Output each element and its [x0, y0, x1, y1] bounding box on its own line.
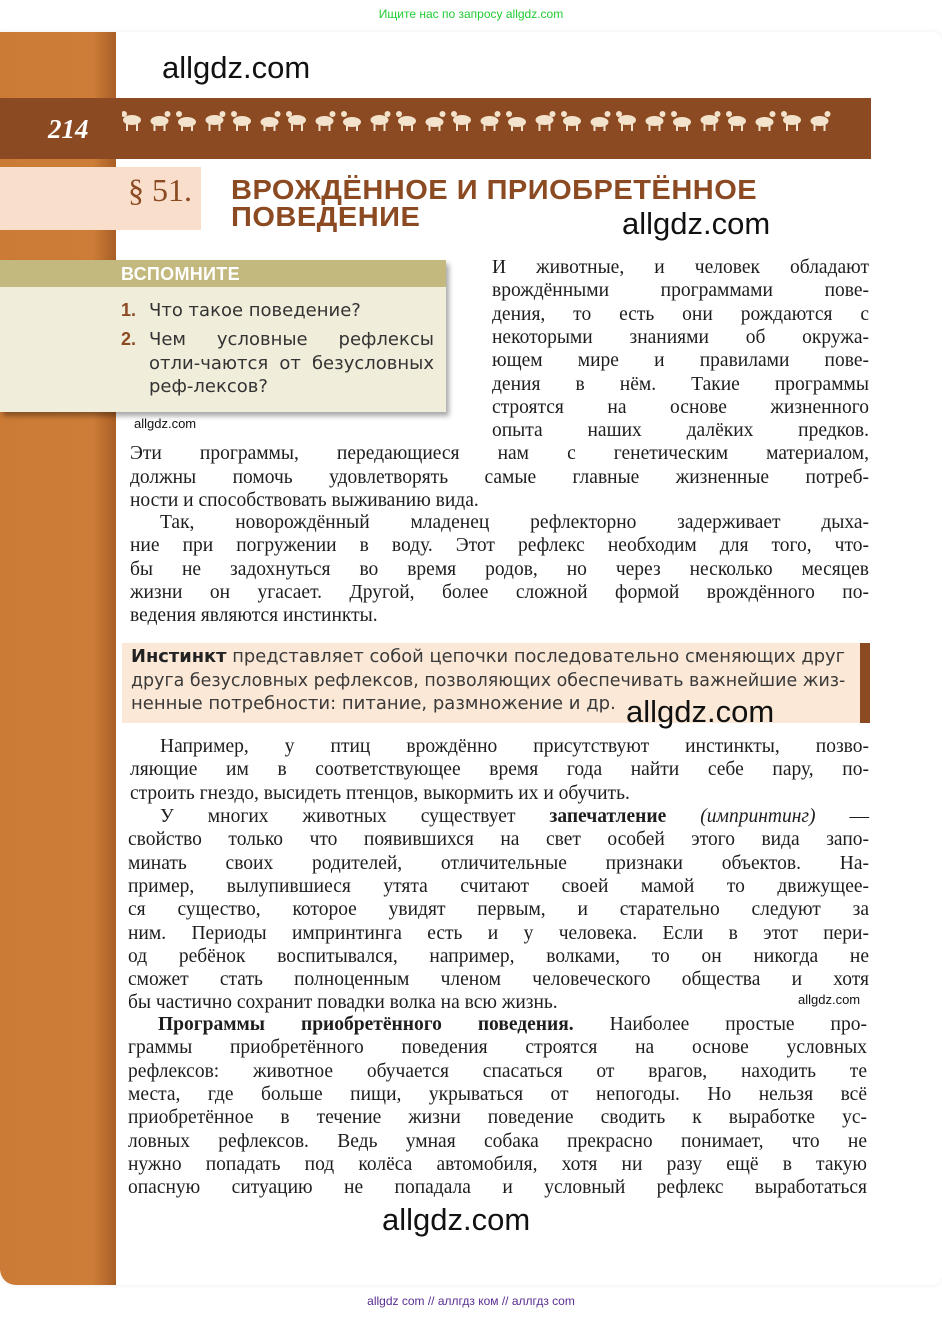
animal-silhouette-icon	[151, 111, 171, 131]
animal-silhouette-icon	[701, 111, 721, 131]
text: Наиболее простые про-	[573, 1014, 867, 1035]
text-line: должны помочь удовлетворять самые главные жизненные потреб-	[130, 466, 869, 488]
text-line: дения в нём. Такие программы	[492, 373, 869, 395]
text-line: места, где больше пищи, укрываться от непогоды. Но нельзя всё	[128, 1083, 867, 1105]
definition-line: друга безусловных рефлексов, позволяющих обеспечивать важнейшие жиз-	[131, 670, 846, 691]
watermark: allgdz.com	[162, 50, 311, 85]
watermark: allgdz.com	[626, 694, 775, 729]
text-line: нужно попадать под колёса автомобиля, хотя ни разу ещё в такую	[128, 1153, 867, 1175]
animal-silhouette-icon	[451, 111, 471, 131]
text-line: бы частично сохранит повадки волка на всю жизнь.	[128, 992, 558, 1014]
text-line: Например, у птиц врождённо присутствуют инстинкты, позво-	[160, 736, 869, 757]
text-line: ведения являются инстинкты.	[130, 605, 378, 627]
text: У многих животных существует	[160, 806, 550, 827]
watermark: allgdz.com	[798, 992, 861, 1007]
text-line: дения, то есть они рождаются с	[492, 303, 869, 325]
animal-silhouette-icon	[206, 111, 226, 131]
text-line: минать своих родителей, отличительные признаки объектов. На-	[128, 852, 869, 874]
text-line: пример, вылупившиеся утята считают своей мамой то движущее-	[128, 875, 869, 897]
reminder-question	[121, 299, 434, 323]
text-line: ющем мире и правилами пове-	[492, 350, 869, 372]
animal-silhouette-icon	[396, 111, 416, 131]
text-line: граммы приобретённого поведения строятся на основе условных	[128, 1037, 867, 1059]
bottom-note: allgdz com // аллгдз ком // аллгдз com	[367, 1294, 575, 1308]
text-line: рефлексов: животное обучается спасаться от врагов, находить те	[128, 1060, 867, 1082]
animal-silhouette-icon	[176, 111, 196, 131]
bold-term: запечатление	[549, 806, 667, 827]
italic-term: (импринтинг)	[666, 806, 816, 827]
text-line: некоторыми знаниями об окружа-	[492, 326, 869, 348]
watermark: allgdz.com	[134, 416, 197, 431]
text-line: ляющие им в соответствующее время года найти себе пару, по-	[130, 759, 869, 781]
animal-silhouette-icon	[286, 111, 306, 131]
text-line: од ребёнок воспитывался, например, волками, то он никогда не	[128, 945, 869, 967]
watermark: allgdz.com	[382, 1202, 531, 1237]
bold-heading: Программы приобретённого поведения.	[158, 1014, 574, 1035]
text-line: строятся на основе жизненного	[492, 396, 869, 418]
animal-silhouette-icon	[561, 111, 581, 131]
animal-silhouette-icon	[781, 111, 801, 131]
animal-silhouette-icon	[371, 111, 391, 131]
text-line: ние при погружении в воду. Этот рефлекс необходим для того, что-	[130, 535, 869, 557]
animal-silhouette-icon	[316, 111, 336, 131]
animal-silhouette-icon	[811, 111, 831, 131]
animal-silhouette-icon	[122, 111, 141, 131]
text-line: свойство только что появившихся на свет особей этого вида запо-	[128, 829, 869, 851]
animal-silhouette-icon	[726, 111, 746, 131]
text-line: ности и способствовать выживанию вида.	[130, 490, 479, 511]
defined-term: Инстинкт	[131, 646, 227, 667]
question-number: 1.	[121, 300, 137, 320]
reminder-question	[121, 328, 434, 397]
animal-silhouette-icon	[671, 111, 691, 131]
text: —	[815, 806, 869, 827]
section-number: § 51.	[128, 172, 192, 208]
question-text: Что такое поведение?	[149, 300, 361, 321]
text-line: Эти программы, передающиеся нам с генетическим материалом,	[130, 443, 869, 465]
definition-line: ненные потребности: питание, размножение и др.	[131, 693, 616, 714]
text-line: строить гнездо, высидеть птенцов, выкормить их и обучить.	[130, 782, 630, 804]
reminder-box	[0, 260, 446, 412]
question-text: Чем условные рефлексы отли-чаются от безусловных реф-лексов?	[149, 329, 434, 397]
section-title-line2: ПОВЕДЕНИЕ	[231, 202, 421, 233]
reminder-title: ВСПОМНИТЕ	[121, 264, 240, 284]
text-line: жизни он угасает. Другой, более сложной формой врождённого по-	[130, 581, 869, 603]
top-promo-note: Ищите нас по запросу allgdz.com	[378, 7, 564, 21]
animal-silhouette-icon	[756, 111, 776, 131]
question-number: 2.	[121, 329, 137, 349]
text-line: Так, новорождённый младенец рефлекторно задерживает дыха-	[160, 512, 869, 533]
accent-bar	[860, 643, 870, 723]
animal-silhouette-icon	[591, 111, 611, 131]
animal-silhouette-icon	[426, 111, 446, 131]
section-title-line1: ВРОЖДЁННОЕ И ПРИОБРЕТЁННОЕ	[231, 175, 758, 206]
text-line	[158, 1013, 867, 1037]
text-line: бы не задохнуться во время родов, но через несколько месяцев	[130, 558, 869, 580]
animal-silhouette-icon	[536, 111, 556, 131]
animal-silhouette-icon	[506, 111, 526, 131]
text-line: опыта наших далёких предков.	[492, 420, 869, 442]
animal-silhouette-icon	[616, 111, 636, 131]
text-line: приобретённое в течение жизни поведение сводить к выработке ус-	[128, 1107, 867, 1129]
animal-silhouette-icon	[261, 111, 281, 131]
animal-silhouettes-icon	[122, 106, 842, 136]
definition-line	[131, 646, 845, 669]
definition-text: представляет собой цепочки последовательно сменяющих друг	[226, 646, 845, 667]
text-line: ся существо, которое увидят первым, и старательно следуют за	[128, 899, 869, 921]
animal-silhouette-icon	[231, 111, 251, 131]
text-line: врождёнными программами пове-	[492, 280, 869, 302]
page-number: 214	[48, 114, 89, 144]
animal-silhouette-icon	[481, 111, 501, 131]
text-line: сможет стать полноценным членом человеческого общества и хотя	[128, 969, 869, 991]
text-line: опасную ситуацию не попадала и условный рефлекс выработаться	[128, 1177, 867, 1199]
text-line: ловных рефлексов. Ведь умная собака прекрасно понимает, что не	[128, 1130, 867, 1152]
text-line	[160, 805, 869, 829]
text-line: И животные, и человек обладают	[492, 257, 869, 278]
animal-silhouette-icon	[646, 111, 666, 131]
text-line: ним. Периоды импринтинга есть и у человека. Если в этот пери-	[128, 922, 869, 944]
watermark: allgdz.com	[622, 206, 771, 241]
animal-silhouette-icon	[341, 111, 361, 131]
